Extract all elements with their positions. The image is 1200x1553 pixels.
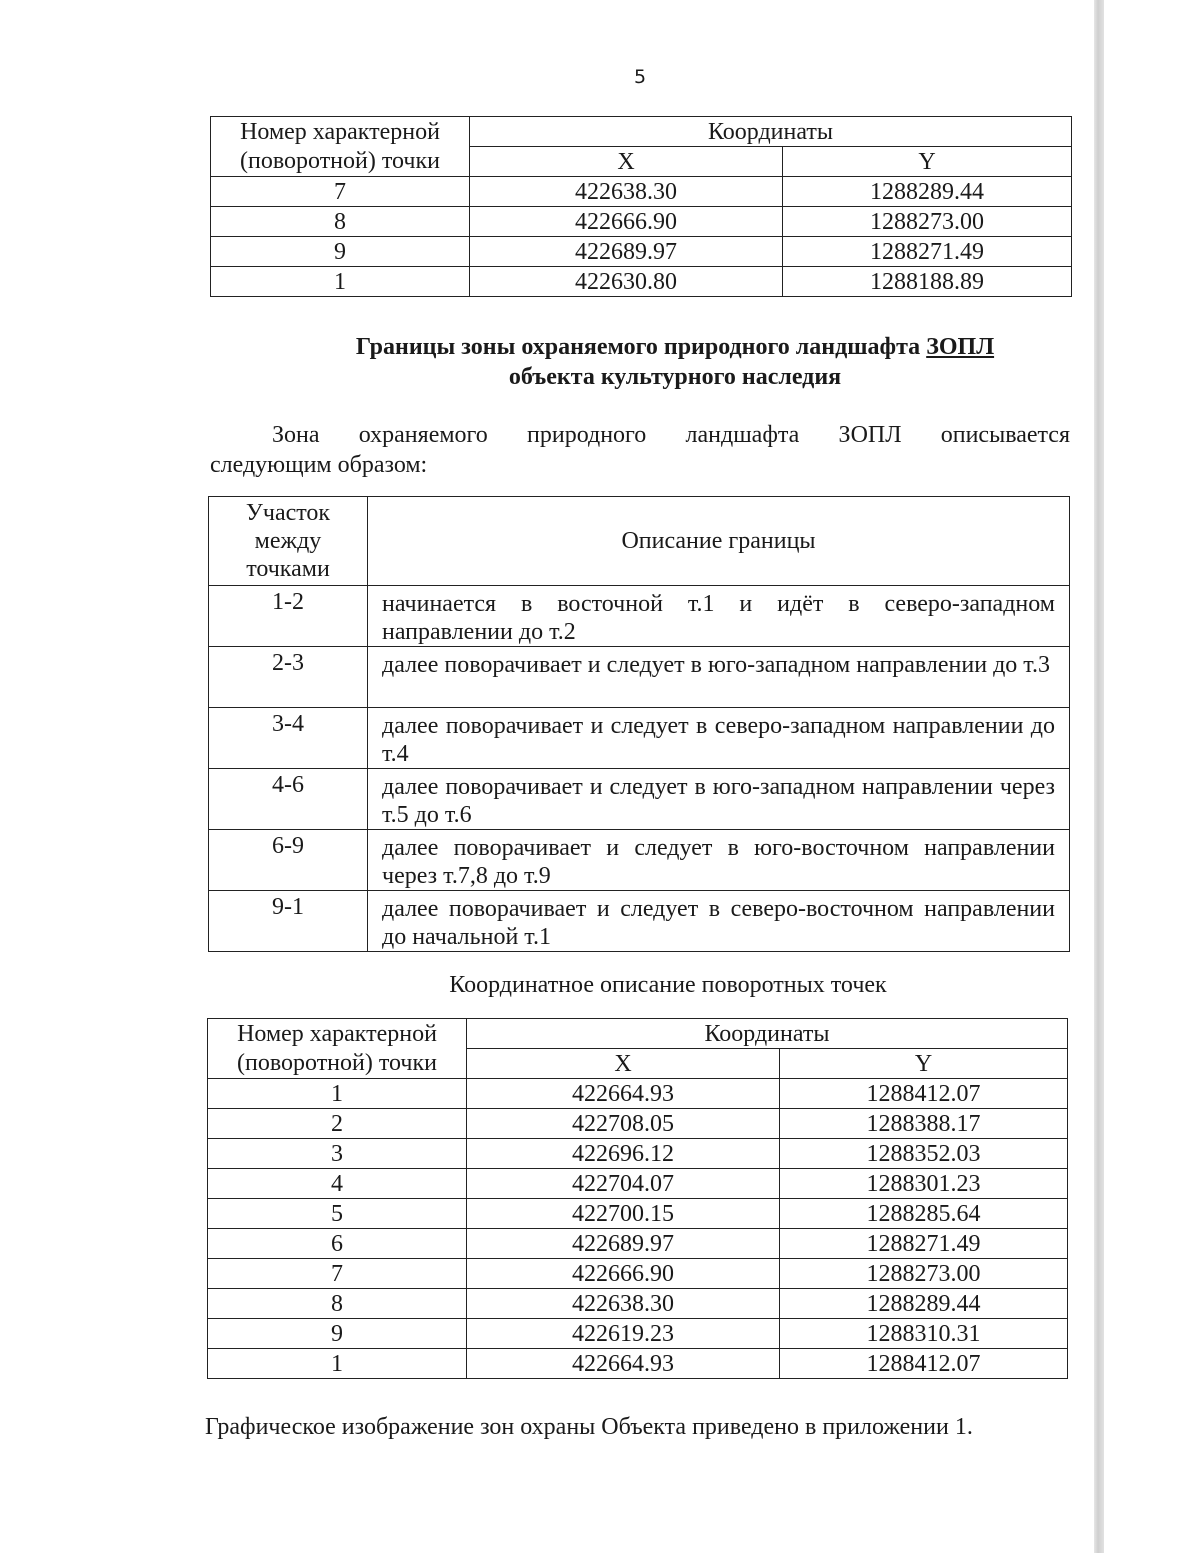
section-cell: 3-4 (209, 708, 368, 769)
table-row (208, 1139, 1068, 1169)
y-cell: 1288289.44 (783, 177, 1072, 207)
zone-title-abbr: ЗОПЛ (926, 334, 995, 360)
header-section (209, 497, 368, 586)
page-number: 5 (633, 66, 647, 88)
header-coordinates: Координаты (470, 117, 1072, 147)
header-point-line2: (поворотной) точки (240, 147, 440, 174)
x-cell: 422689.97 (467, 1229, 780, 1259)
header-description: Описание границы (368, 497, 1070, 586)
x-cell: 422689.97 (470, 237, 783, 267)
zone-title-prefix: Границы зоны охраняемого природного ландшафта (355, 334, 927, 360)
table-row (211, 267, 1072, 297)
header-point-line1: Номер характерной (237, 1020, 437, 1047)
table-row (209, 708, 1070, 769)
y-cell: 1288412.07 (780, 1349, 1068, 1379)
y-cell: 1288352.03 (780, 1139, 1068, 1169)
x-cell: 422700.15 (467, 1199, 780, 1229)
x-cell: 422696.12 (467, 1139, 780, 1169)
page-edge-shadow (1094, 0, 1104, 1553)
header-section-text: Участок между точками (245, 500, 331, 582)
table-header-row (208, 1019, 1068, 1049)
y-cell: 1288388.17 (780, 1109, 1068, 1139)
zone-title-line1 (260, 332, 1090, 362)
y-cell: 1288301.23 (780, 1169, 1068, 1199)
section-cell: 9-1 (209, 891, 368, 952)
table-row (209, 647, 1070, 708)
point-cell: 8 (208, 1289, 467, 1319)
point-cell: 4 (208, 1169, 467, 1199)
point-cell: 8 (211, 207, 470, 237)
coordinates-table-continued (210, 116, 1072, 297)
x-cell: 422638.30 (470, 177, 783, 207)
section-cell: 1-2 (209, 586, 368, 647)
x-cell: 422664.93 (467, 1349, 780, 1379)
x-cell: 422666.90 (470, 207, 783, 237)
header-point-number (208, 1019, 467, 1079)
zone-title-line2: объекта культурного наследия (508, 364, 842, 390)
intro-line2: следующим образом: (210, 452, 428, 478)
y-cell: 1288273.00 (783, 207, 1072, 237)
point-cell: 1 (208, 1349, 467, 1379)
point-cell: 1 (211, 267, 470, 297)
table-row (209, 891, 1070, 952)
intro-word: ландшафта (685, 422, 800, 448)
point-cell: 6 (208, 1229, 467, 1259)
description-cell: далее поворачивает и следует в юго-западном направлении до т.3 (368, 647, 1070, 708)
y-cell: 1288310.31 (780, 1319, 1068, 1349)
x-cell: 422708.05 (467, 1109, 780, 1139)
header-y: Y (780, 1049, 1068, 1079)
header-point-line2: (поворотной) точки (237, 1049, 437, 1076)
description-cell: далее поворачивает и следует в северо-западном направлении до т.4 (368, 708, 1070, 769)
table-row (208, 1169, 1068, 1199)
table-row (209, 830, 1070, 891)
header-coordinates: Координаты (467, 1019, 1068, 1049)
point-cell: 7 (208, 1259, 467, 1289)
point-cell: 2 (208, 1109, 467, 1139)
boundary-description-table (208, 496, 1070, 952)
table-row (208, 1259, 1068, 1289)
y-cell: 1288271.49 (780, 1229, 1068, 1259)
intro-line1 (210, 420, 1070, 450)
x-cell: 422638.30 (467, 1289, 780, 1319)
intro-word: охраняемого (358, 422, 488, 448)
coordinates-caption: Координатное описание поворотных точек (449, 972, 887, 998)
table-row (208, 1319, 1068, 1349)
zone-title (260, 332, 1090, 392)
intro-word: ЗОПЛ (838, 422, 902, 448)
section-cell: 6-9 (209, 830, 368, 891)
table-row (211, 207, 1072, 237)
table-row (209, 586, 1070, 647)
table-row (208, 1229, 1068, 1259)
table-body (211, 177, 1072, 297)
header-x: X (467, 1049, 780, 1079)
point-cell: 3 (208, 1139, 467, 1169)
footer-note: Графическое изображение зон охраны Объекта приведено в приложении 1. (205, 1414, 973, 1440)
coordinates-table (207, 1018, 1068, 1379)
table-row (208, 1289, 1068, 1319)
intro-paragraph (210, 420, 1070, 480)
table-body (209, 586, 1070, 952)
table-row (211, 237, 1072, 267)
y-cell: 1288412.07 (780, 1079, 1068, 1109)
section-cell: 2-3 (209, 647, 368, 708)
point-cell: 5 (208, 1199, 467, 1229)
x-cell: 422664.93 (467, 1079, 780, 1109)
table-header-row (211, 117, 1072, 147)
y-cell: 1288273.00 (780, 1259, 1068, 1289)
table-header-row (209, 497, 1070, 586)
intro-word: Зона (272, 422, 320, 448)
table-row (211, 177, 1072, 207)
x-cell: 422704.07 (467, 1169, 780, 1199)
table-row (208, 1079, 1068, 1109)
y-cell: 1288188.89 (783, 267, 1072, 297)
table-row (208, 1199, 1068, 1229)
header-point-line1: Номер характерной (240, 118, 440, 145)
table-row (208, 1109, 1068, 1139)
x-cell: 422666.90 (467, 1259, 780, 1289)
table-body (208, 1079, 1068, 1379)
intro-word: природного (527, 422, 647, 448)
point-cell: 7 (211, 177, 470, 207)
header-point-number (211, 117, 470, 177)
description-cell: далее поворачивает и следует в северо-восточном направлении до начальной т.1 (368, 891, 1070, 952)
table-row (209, 769, 1070, 830)
y-cell: 1288289.44 (780, 1289, 1068, 1319)
y-cell: 1288271.49 (783, 237, 1072, 267)
point-cell: 9 (208, 1319, 467, 1349)
intro-word: описывается (940, 422, 1070, 448)
x-cell: 422619.23 (467, 1319, 780, 1349)
section-cell: 4-6 (209, 769, 368, 830)
description-cell: далее поворачивает и следует в юго-восточном направлении через т.7,8 до т.9 (368, 830, 1070, 891)
point-cell: 9 (211, 237, 470, 267)
description-cell: начинается в восточной т.1 и идёт в северо-западном направлении до т.2 (368, 586, 1070, 647)
y-cell: 1288285.64 (780, 1199, 1068, 1229)
x-cell: 422630.80 (470, 267, 783, 297)
header-y: Y (783, 147, 1072, 177)
description-cell: далее поворачивает и следует в юго-западном направлении через т.5 до т.6 (368, 769, 1070, 830)
table-row (208, 1349, 1068, 1379)
point-cell: 1 (208, 1079, 467, 1109)
header-x: X (470, 147, 783, 177)
